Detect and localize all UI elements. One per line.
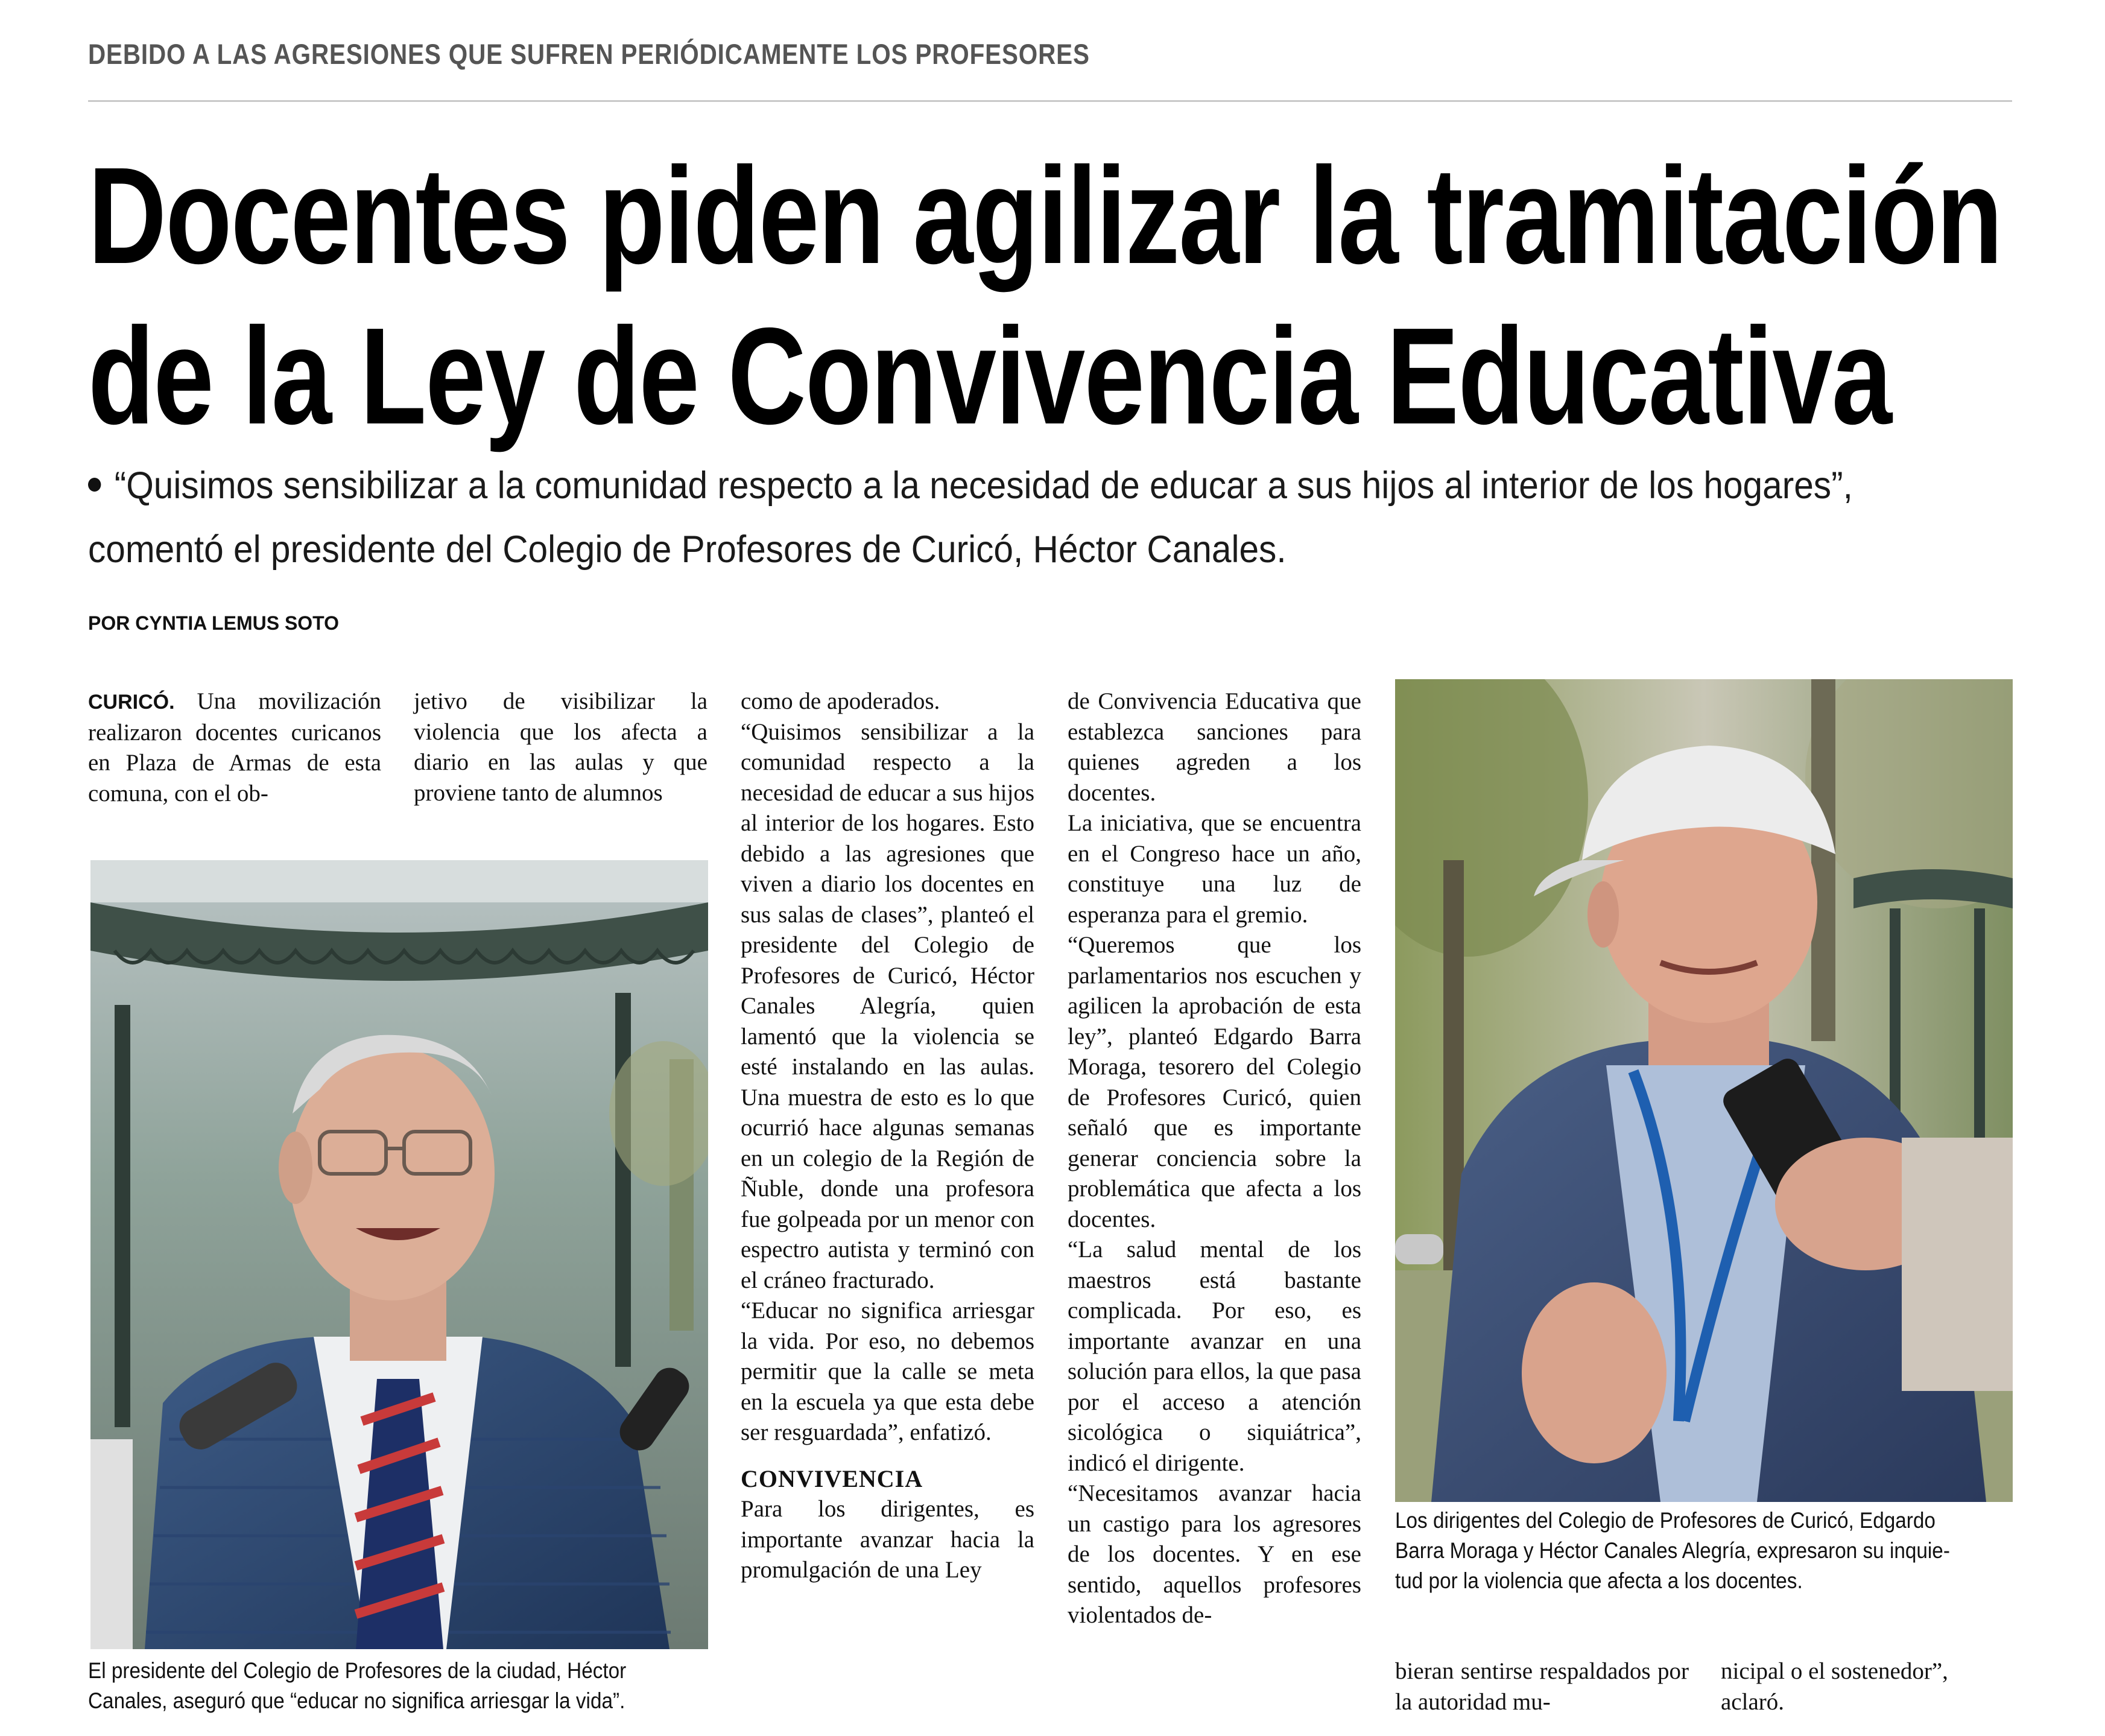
dateline: CURICÓ. [88,691,175,714]
caption-photo-1 [88,1656,626,1716]
caption-photo-2-line-1: Los dirigentes del Colegio de Profesores de Curicó, Edgardo [1395,1508,1936,1533]
column-2-text: jetivo de visibilizar la violencia que los afecta a diario en las aulas y que proviene tanto de alumnos [414,688,707,806]
subheading-convivencia: CONVIVENCIA [741,1465,923,1492]
headline-line-1: Docentes piden agilizar la tramitación [88,139,2002,293]
column-4-para-2: La iniciativa, que se encuentra en el Congreso hace un año, constituye una luz de esperanza para el gremio. [1068,810,1361,928]
article-column-2 [414,686,707,808]
column-3-para-1: como de apoderados. [741,688,940,714]
column-4-para-3: “Queremos que los parlamentarios nos escuchen y agilicen la aprobación de esta ley”, planteó Edgardo Barra Moraga, tesorero del Colegio de Profesores Curicó, quien señaló que es importante generar conciencia sobre la problemática que afecta a los docentes. [1068,932,1361,1232]
article-column-3 [741,686,1034,1586]
lead-text-1: “Quisimos sensibilizar a la comunidad respecto a la necesidad de educar a sus hijos al interior de los hogares”, [114,464,1853,507]
article-column-6 [1721,1656,2015,1717]
column-5-text: bieran sentirse respaldados por la autoridad mu- [1395,1658,1689,1715]
headline-line-2: de la Ley de Convivencia Educativa [88,300,1891,453]
lead-line-1 [88,454,1853,518]
caption-photo-1-line-2: Canales, aseguró que “educar no significa arriesgar la vida”. [88,1688,625,1713]
column-4-para-1: de Convivencia Educativa que establezca sanciones para quienes agreden a los docentes. [1068,688,1361,806]
article-column-1 [88,686,381,809]
caption-photo-2 [1395,1506,1950,1596]
lead-line-2: comentó el presidente del Colegio de Profesores de Curicó, Héctor Canales. [88,528,1287,571]
column-3-para-2: “Quisimos sensibilizar a la comunidad respecto a la necesidad de educar a sus hijos al interior de los hogares. Esto debido a las agresiones que viven a diario los docentes en sus salas de clases”, planteó el presidente del Colegio de Profesores de Curicó, Héctor Canales Alegría, quien lamentó que la violencia se esté instalando en las aulas. Una muestra de esto es lo que ocurrió hace algunas semanas en un colegio de la Región de Ñuble, donde una profesora fue golpeada por un menor con espectro autista y terminó con el cráneo fracturado. [741,718,1034,1293]
caption-photo-2-line-3: tud por la violencia que afecta a los docentes. [1395,1568,1803,1593]
kicker-divider [88,100,2012,102]
column-4-para-5: “Necesitamos avanzar hacia un castigo para los agresores de los docentes. Y en ese sentido, aquellos profesores violentados de- [1068,1480,1361,1628]
photo-hector-canales [90,860,708,1649]
column-3-para-4: Para los dirigentes, es importante avanzar hacia la promulgación de una Ley [741,1496,1034,1583]
article-column-4 [1068,686,1361,1631]
photo-edgardo-barra [1395,679,2013,1502]
caption-photo-1-line-1: El presidente del Colegio de Profesores de la ciudad, Héctor [88,1658,627,1683]
article-column-5 [1395,1656,1689,1717]
column-3-para-3: “Educar no significa arriesgar la vida. Por eso, no debemos permitir que la calle se meta en la escuela ya que esta debe ser resguardada”, enfatizó. [741,1297,1034,1445]
column-1-text: Una movilización realizaron docentes curicanos en Plaza de Armas de esta comuna, con el ob- [88,688,381,806]
byline: POR CYNTIA LEMUS SOTO [88,612,340,634]
headline [88,136,2002,457]
kicker: DEBIDO A LAS AGRESIONES QUE SUFREN PERIÓDICAMENTE LOS PROFESORES [88,38,1090,70]
column-4-para-4: “La salud mental de los maestros está bastante complicada. Por eso, es importante avanzar en una solución para ellos, la que pasa por el acceso a atención sicológica o siquiátrica”, indicó el dirigente. [1068,1237,1361,1476]
column-6-text: nicipal o el sostenedor”, aclaró. [1721,1658,1948,1715]
lead-summary [88,454,1853,581]
caption-photo-2-line-2: Barra Moraga y Héctor Canales Alegría, expresaron su inquie- [1395,1538,1950,1563]
bullet-icon [88,478,101,492]
